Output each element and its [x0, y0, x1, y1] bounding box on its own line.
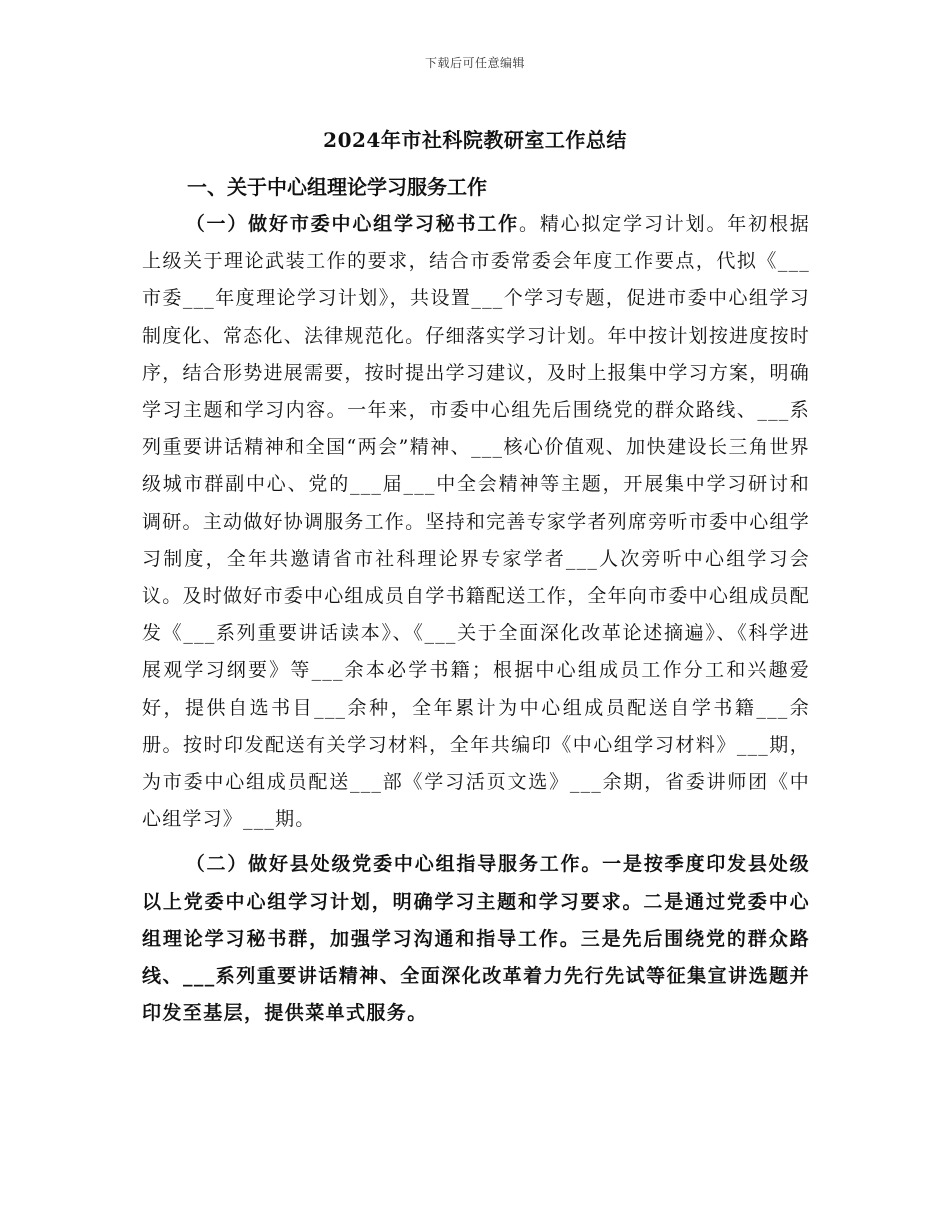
section-heading: 一、关于中心组理论学习服务工作 [187, 175, 487, 199]
document-title: 2024年市社科院教研室工作总结 [323, 128, 627, 152]
paragraph-guidance-work: （二）做好县处级党委中心组指导服务工作。一是按季度印发县处级以上党委中心组学习计划，明确学习主题和学习要求。二是通过党委中心组理论学习秘书群，加强学习沟通和指导工作。三是先后围绕党的群众路线、___系列重要讲话精神、全面深化改革着力先行先试等征集宣讲选题并印发至基层，提供菜单式服务。 [142, 853, 810, 1025]
paragraph-secretary-work [142, 206, 810, 838]
paragraph-lead: （一）做好市委中心组学习秘书工作 [185, 213, 519, 235]
document-body [142, 172, 810, 1032]
paragraph-text: 。精心拟定学习计划。年初根据上级关于理论武装工作的要求，结合市委常委会年度工作要点，代拟《___市委___年度理论学习计划》，共设置___个学习专题，促进市委中心组学习制度化、常态化、法律规范化。仔细落实学习计划。年中按计划按进度按时序，结合形势进展需要，按时提出学习建议，及时上报集中学习方案，明确学习主题和学习内容。一年来，市委中心组先后围绕党的群众路线、___系列重要讲话精神和全国“两会”精神、___核心价值观、加快建设长三角世界级城市群副中心、党的___届___中全会精神等主题，开展集中学习研讨和调研。主动做好协调服务工作。坚持和完善专家学者列席旁听市委中心组学习制度，全年共邀请省市社科理论界专家学者___人次旁听中心组学习会议。及时做好市委中心组成员自学书籍配送工作，全年向市委中心组成员配发《___系列重要讲话读本》、《___关于全面深化改革论述摘遍》、《科学进展观学习纲要》等___余本必学书籍；根据中心组成员工作分工和兴趣爱好，提供自选书目___余种，全年累计为中心组成员配送自学书籍___余册。按时印发配送有关学习材料，全年共编印《中心组学习材料》___期，为市委中心组成员配送___部《学习活页文选》___余期，省委讲师团《中心组学习》___期。 [142, 213, 810, 831]
header-note: 下载后可任意编辑 [424, 56, 525, 70]
